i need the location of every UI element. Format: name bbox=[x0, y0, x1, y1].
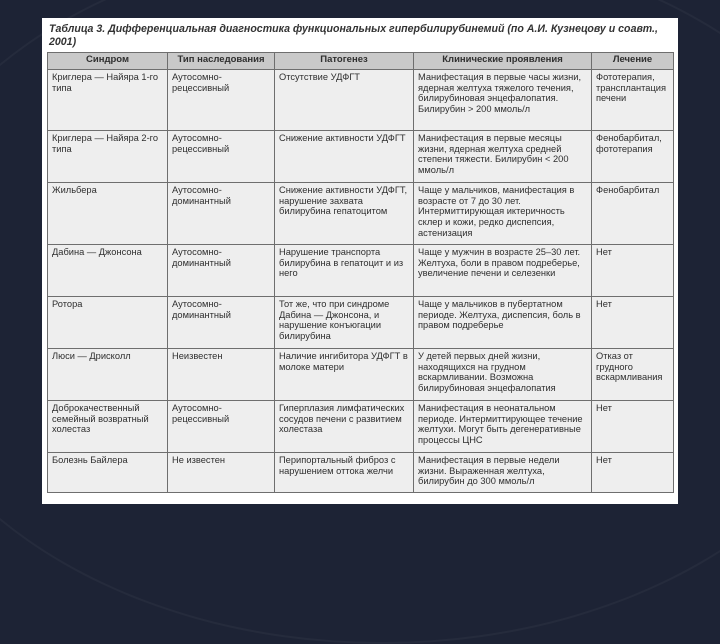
cell-syndrome: Доброкачественный семейный возвратный холестаз bbox=[48, 401, 168, 453]
cell-clinical: Манифестация в неонатальном периоде. Интермиттирующее течение желтухи. Могут быть дегенеративные процессы ЦНС bbox=[414, 401, 592, 453]
cell-clinical: Чаще у мальчиков, манифестация в возрасте от 7 до 30 лет. Интермиттирующая иктеричность склер и кожи, редко диспепсия, астенизация bbox=[414, 183, 592, 245]
header-row bbox=[48, 53, 674, 70]
cell-treatment: Фенобарбитал bbox=[592, 183, 674, 245]
table-row bbox=[48, 245, 674, 297]
cell-syndrome: Криглера — Найяра 1-го типа bbox=[48, 70, 168, 131]
cell-pathogenesis: Гиперплазия лимфатических сосудов печени с развитием холестаза bbox=[275, 401, 414, 453]
header-treatment: Лечение bbox=[592, 53, 674, 70]
cell-treatment: Нет bbox=[592, 297, 674, 349]
cell-clinical: Манифестация в первые недели жизни. Выраженная желтуха, билирубин до 300 ммоль/л bbox=[414, 453, 592, 493]
cell-clinical: Манифестация в первые часы жизни, ядерная желтуха тяжелого течения, билирубиновая энцефалопатия. Билирубин > 200 ммоль/л bbox=[414, 70, 592, 131]
table-row bbox=[48, 401, 674, 453]
table-row bbox=[48, 297, 674, 349]
cell-inheritance: Неизвестен bbox=[168, 349, 275, 401]
cell-pathogenesis: Снижение активности УДФГТ, нарушение захвата билирубина гепатоцитом bbox=[275, 183, 414, 245]
cell-pathogenesis: Отсутствие УДФГТ bbox=[275, 70, 414, 131]
cell-syndrome: Болезнь Байлера bbox=[48, 453, 168, 493]
cell-treatment: Нет bbox=[592, 453, 674, 493]
table-row bbox=[48, 131, 674, 183]
cell-clinical: Чаще у мужчин в возрасте 25–30 лет. Желтуха, боли в правом подреберье, увеличение печени и селезенки bbox=[414, 245, 592, 297]
cell-clinical: У детей первых дней жизни, находящихся на грудном вскармливании. Возможна билирубиновая энцефалопатия bbox=[414, 349, 592, 401]
cell-inheritance: Аутосомно-доминантный bbox=[168, 183, 275, 245]
cell-inheritance: Аутосомно-доминантный bbox=[168, 245, 275, 297]
cell-inheritance: Аутосомно-рецессивный bbox=[168, 401, 275, 453]
cell-pathogenesis: Нарушение транспорта билирубина в гепатоцит и из него bbox=[275, 245, 414, 297]
table-row bbox=[48, 453, 674, 493]
cell-syndrome: Дабина — Джонсона bbox=[48, 245, 168, 297]
header-clinical: Клинические проявления bbox=[414, 53, 592, 70]
cell-treatment: Фототерапия, трансплантация печени bbox=[592, 70, 674, 131]
table-row bbox=[48, 349, 674, 401]
cell-syndrome: Жильбера bbox=[48, 183, 168, 245]
cell-treatment: Фенобарбитал, фототерапия bbox=[592, 131, 674, 183]
header-inheritance: Тип наследования bbox=[168, 53, 275, 70]
cell-clinical: Чаще у мальчиков в пубертатном периоде. Желтуха, диспепсия, боль в правом подреберье bbox=[414, 297, 592, 349]
cell-treatment: Нет bbox=[592, 401, 674, 453]
header-pathogenesis: Патогенез bbox=[275, 53, 414, 70]
cell-pathogenesis: Тот же, что при синдроме Дабина — Джонсона, и нарушение конъюгации билирубина bbox=[275, 297, 414, 349]
table-slide bbox=[42, 18, 678, 504]
table-row bbox=[48, 70, 674, 131]
table-row bbox=[48, 183, 674, 245]
cell-pathogenesis: Перипортальный фиброз с нарушением оттока желчи bbox=[275, 453, 414, 493]
cell-inheritance: Аутосомно-рецессивный bbox=[168, 70, 275, 131]
cell-pathogenesis: Снижение активности УДФГТ bbox=[275, 131, 414, 183]
cell-syndrome: Ротора bbox=[48, 297, 168, 349]
cell-inheritance: Не известен bbox=[168, 453, 275, 493]
cell-treatment: Отказ от грудного вскармливания bbox=[592, 349, 674, 401]
cell-inheritance: Аутосомно-рецессивный bbox=[168, 131, 275, 183]
cell-pathogenesis: Наличие ингибитора УДФГТ в молоке матери bbox=[275, 349, 414, 401]
header-syndrome: Синдром bbox=[48, 53, 168, 70]
cell-clinical: Манифестация в первые месяцы жизни, ядерная желтуха средней степени тяжести. Билирубин < 200 ммоль/л bbox=[414, 131, 592, 183]
cell-syndrome: Люси — Дрисколл bbox=[48, 349, 168, 401]
table-caption: Таблица 3. Дифференциальная диагностика функциональных гипербилирубинемий (по А.И. Кузнецову и соавт., 2001) bbox=[49, 23, 658, 48]
diagnosis-table bbox=[47, 52, 674, 493]
cell-inheritance: Аутосомно-доминантный bbox=[168, 297, 275, 349]
cell-syndrome: Криглера — Найяра 2-го типа bbox=[48, 131, 168, 183]
cell-treatment: Нет bbox=[592, 245, 674, 297]
